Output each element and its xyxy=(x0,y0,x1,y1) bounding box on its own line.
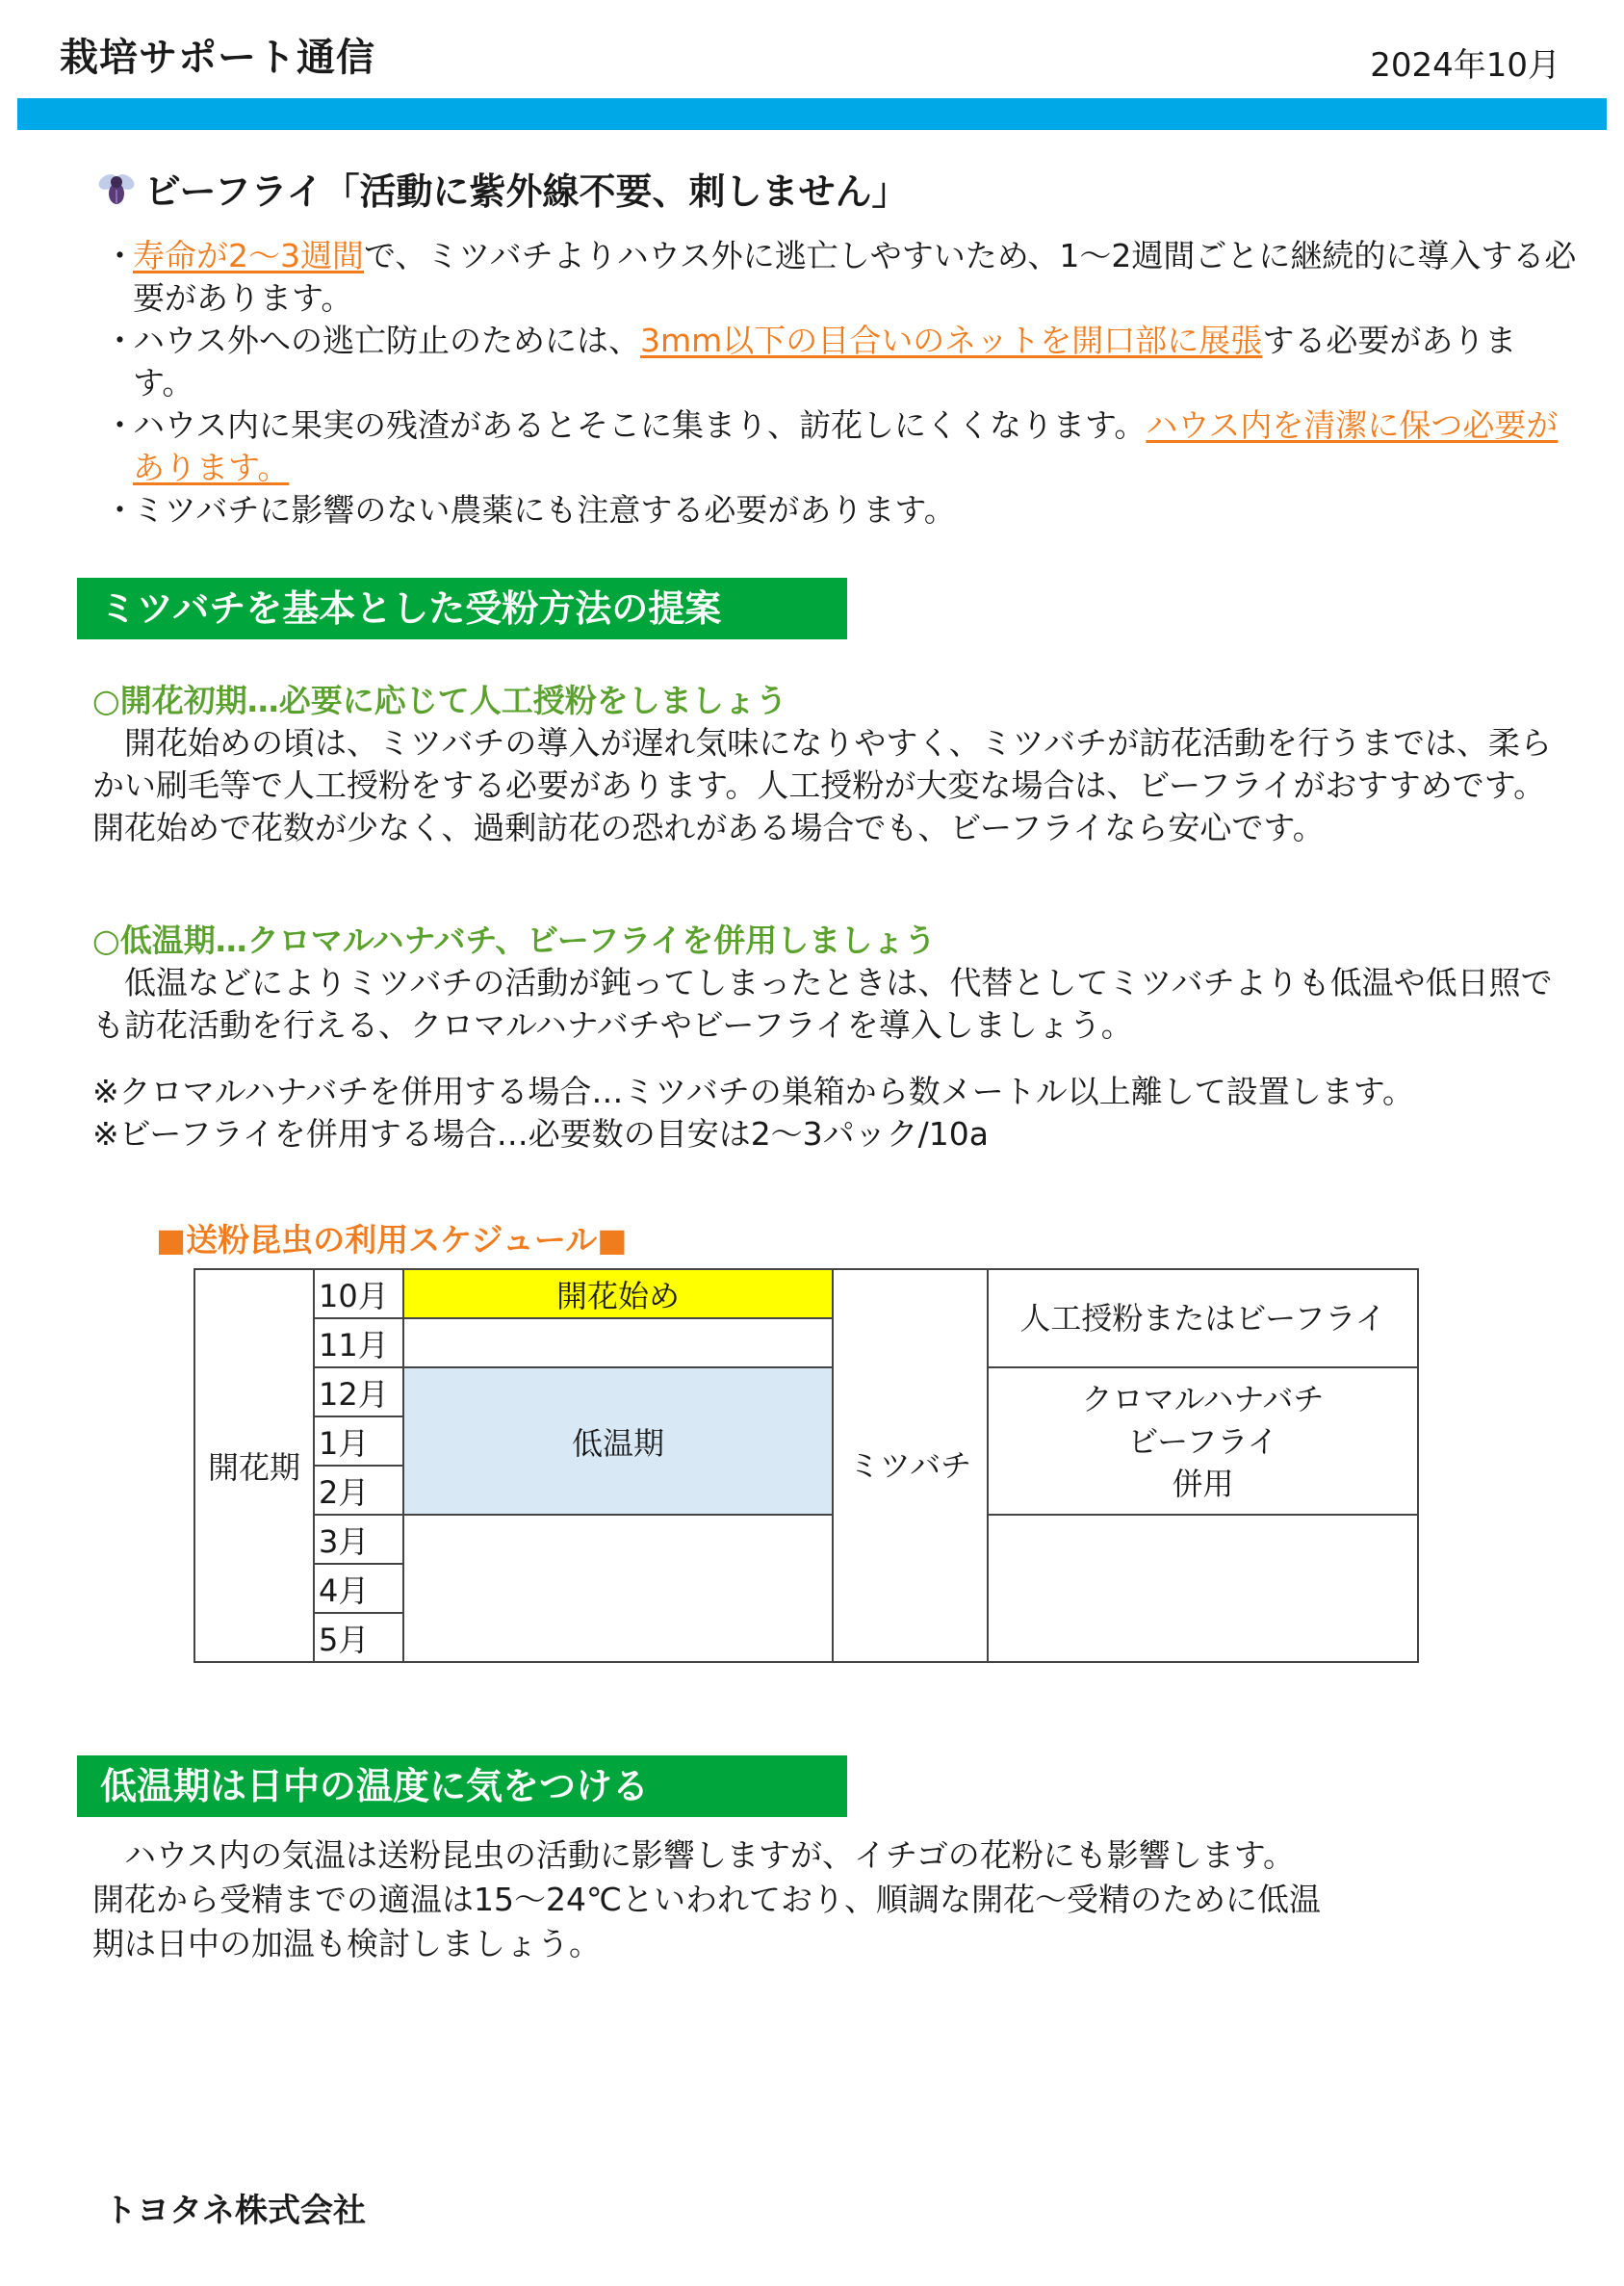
support-line: クロマルハナバチ xyxy=(1081,1380,1325,1417)
support-line: 併用 xyxy=(1172,1465,1234,1502)
highlight-text: ハウス内を清潔に保つ必要があります。 xyxy=(133,406,1559,486)
table-row xyxy=(194,1269,1418,1318)
table-row xyxy=(194,1515,1418,1564)
bullet-mark: ・ xyxy=(104,322,136,359)
subheading-low-temp: ○低温期…クロマルハナバチ、ビーフライを併用しましょう xyxy=(92,922,937,959)
list-item xyxy=(104,404,1577,489)
empty-cell xyxy=(403,1515,833,1662)
month-cell: 1月 xyxy=(314,1416,403,1466)
paragraph-line: ハウス内の気温は送粉昆虫の活動に影響しますが、イチゴの花粉にも影響します。 xyxy=(92,1836,1296,1874)
note-text: ※クロマルハナバチを併用する場合…ミツバチの巣箱から数メートル以上離して設置します。 xyxy=(92,1073,1415,1110)
notes xyxy=(92,1071,1613,1156)
paragraph-line: 期は日中の加温も検討しましょう。 xyxy=(92,1925,601,1962)
paragraph-text: 開花始めの頃は、ミツバチの導入が遅れ気味になりやすく、ミツバチが訪花活動を行うまでは、柔らかい刷毛等で人工授粉をする必要があります。人工授粉が大変な場合は、ビーフライがおすすめです。開花始めで花数が少なく、過剰訪花の恐れがある場合でも、ビーフライなら安心です。 xyxy=(92,724,1553,846)
support-cell-low xyxy=(988,1367,1418,1515)
stage-start-cell: 開花始め xyxy=(403,1269,833,1318)
bullet-text: する必要があります。 xyxy=(133,322,1517,402)
month-cell: 12月 xyxy=(314,1367,403,1416)
main-insect-cell: ミツバチ xyxy=(833,1269,988,1662)
bullet-text: ミツバチに影響のない農薬にも注意する必要があります。 xyxy=(133,491,956,529)
schedule-title: ■送粉昆虫の利用スケジュール■ xyxy=(156,1221,628,1259)
empty-cell xyxy=(988,1515,1418,1662)
newsletter-title: 栽培サポート通信 xyxy=(60,36,375,80)
company-name: トヨタネ株式会社 xyxy=(104,2192,366,2230)
beefly-bullets xyxy=(104,235,1577,532)
highlight-text: 3mm以下の目合いのネットを開口部に展張 xyxy=(640,322,1263,359)
month-cell: 2月 xyxy=(314,1466,403,1515)
support-line: ビーフライ xyxy=(1127,1422,1278,1460)
fly-icon xyxy=(96,169,137,209)
month-cell: 10月 xyxy=(314,1269,403,1318)
section-heading-pollination: ミツバチを基本とした受粉方法の提案 xyxy=(77,578,847,639)
beefly-heading xyxy=(96,162,908,215)
beefly-title: ビーフライ「活動に紫外線不要、刺しません」 xyxy=(144,170,909,213)
list-item xyxy=(104,489,1577,532)
highlight-text: 寿命が2～3週間 xyxy=(133,237,364,274)
month-cell: 3月 xyxy=(314,1515,403,1564)
bullet-text: ハウス内に果実の残渣があるとそこに集まり、訪花しにくくなります。 xyxy=(133,406,1147,444)
month-cell: 4月 xyxy=(314,1564,403,1613)
table-row xyxy=(194,1367,1418,1416)
bullet-text: ハウス外への逃亡防止のためには、 xyxy=(133,322,641,359)
paragraph-early-flowering xyxy=(92,722,1556,849)
header-bar xyxy=(17,98,1607,130)
support-cell-early: 人工授粉またはビーフライ xyxy=(988,1269,1418,1367)
section-heading-temperature: 低温期は日中の温度に気をつける xyxy=(77,1755,847,1817)
bullet-mark: ・ xyxy=(104,491,136,529)
subheading-early-flowering: ○開花初期…必要に応じて人工授粉をしましょう xyxy=(92,682,787,719)
list-item xyxy=(104,235,1577,320)
schedule-table xyxy=(193,1268,1419,1663)
bullet-text: で、ミツバチよりハウス外に逃亡しやすいため、1～2週間ごとに継続的に導入する必要があります。 xyxy=(133,237,1577,317)
empty-cell xyxy=(403,1318,833,1367)
bullet-mark: ・ xyxy=(104,406,136,444)
paragraph-low-temp xyxy=(92,962,1556,1047)
note-text: ※ビーフライを併用する場合…必要数の目安は2～3パック/10a xyxy=(92,1115,990,1153)
period-label: 開花期 xyxy=(194,1269,314,1662)
paragraph-temperature xyxy=(92,1833,1556,1966)
issue-date: 2024年10月 xyxy=(1370,46,1560,85)
month-cell: 5月 xyxy=(314,1613,403,1662)
list-item xyxy=(104,320,1577,404)
paragraph-text: 低温などによりミツバチの活動が鈍ってしまったときは、代替としてミツバチよりも低温や低日照でも訪花活動を行える、クロマルハナバチやビーフライを導入しましょう。 xyxy=(92,964,1553,1044)
paragraph-line: 開花から受精までの適温は15～24℃といわれており、順調な開花～受精のために低温 xyxy=(92,1881,1322,1918)
stage-low-cell: 低温期 xyxy=(403,1367,833,1515)
month-cell: 11月 xyxy=(314,1318,403,1367)
bullet-mark: ・ xyxy=(104,237,136,274)
